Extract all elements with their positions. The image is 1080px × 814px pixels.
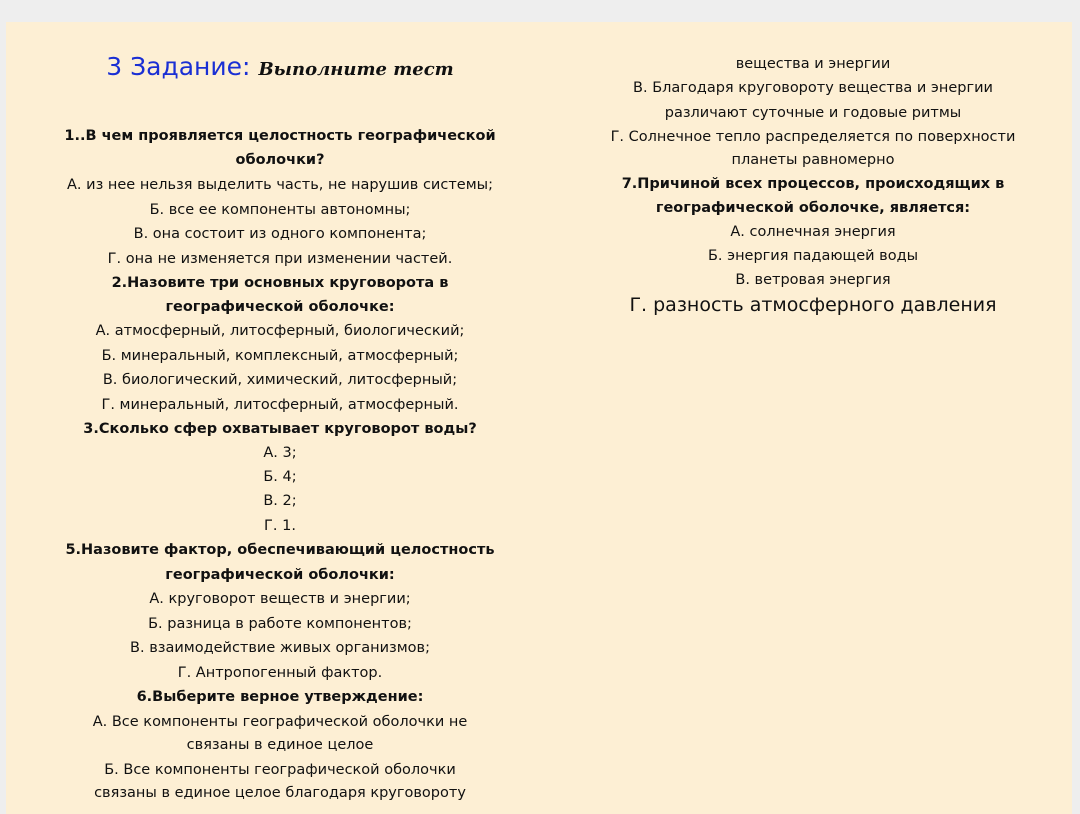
text-line: 5.Назовите фактор, обеспечивающий целостность: [65, 542, 495, 558]
text-line: 7.Причиной всех процессов, происходящих в: [621, 176, 1005, 192]
text-line: Г. минеральный, литосферный, атмосферный.: [101, 397, 459, 413]
text-line: Б. энергия падающей воды: [707, 248, 919, 264]
worksheet-page: [6, 22, 1072, 814]
text-line: Г. 1.: [264, 518, 296, 534]
text-line: оболочки?: [235, 152, 325, 168]
text-line: 6.Выберите верное утверждение:: [136, 689, 424, 705]
text-line: вещества и энергии: [735, 56, 891, 72]
text-line: Г. разность атмосферного давления: [629, 294, 997, 316]
text-line: А. атмосферный, литосферный, биологический;: [95, 323, 465, 339]
text-line: Б. минеральный, комплексный, атмосферный;: [101, 348, 459, 364]
text-line: 3.Сколько сфер охватывает круговорот воды?: [83, 421, 477, 437]
text-line: А. круговорот веществ и энергии;: [149, 591, 411, 607]
text-line: Г. Солнечное тепло распределяется по поверхности: [610, 129, 1016, 145]
text-line: В. 2;: [263, 493, 297, 509]
text-line: 2.Назовите три основных круговорота в: [111, 275, 449, 291]
text-line: А. Все компоненты географической оболочки не: [92, 714, 468, 730]
text-line: А. солнечная энергия: [730, 224, 896, 240]
text-line: Б. Все компоненты географической оболочки: [104, 762, 456, 778]
text-line: географической оболочке, является:: [655, 200, 971, 216]
text-line: 1..В чем проявляется целостность географической: [64, 128, 496, 144]
text-line: связаны в единое целое: [186, 737, 374, 753]
text-line: Г. она не изменяется при изменении частей.: [107, 251, 453, 267]
task-label: 3 Задание:: [106, 52, 251, 81]
text-line: Б. все ее компоненты автономны;: [149, 202, 411, 218]
text-line: В. взаимодействие живых организмов;: [130, 640, 430, 656]
text-line: А. 3;: [263, 445, 297, 461]
text-line: связаны в единое целое благодаря круговороту: [94, 785, 466, 801]
text-line: географической оболочке:: [165, 299, 395, 315]
text-line: В. Благодаря круговороту вещества и энергии: [633, 80, 993, 96]
text-line: географической оболочки:: [165, 567, 395, 583]
task-heading: [6, 50, 554, 84]
text-line: В. она состоит из одного компонента;: [133, 226, 427, 242]
text-line: В. биологический, химический, литосферный;: [102, 372, 458, 388]
text-line: Г. Антропогенный фактор.: [177, 665, 383, 681]
text-line: различают суточные и годовые ритмы: [664, 105, 962, 121]
text-line: Б. 4;: [263, 469, 297, 485]
text-line: планеты равномерно: [731, 152, 895, 168]
text-line: В. ветровая энергия: [735, 272, 891, 288]
text-line: А. из нее нельзя выделить часть, не нарушив системы;: [67, 177, 493, 193]
text-line: Б. разница в работе компонентов;: [148, 616, 412, 632]
task-instruction: Выполните тест: [258, 59, 454, 80]
